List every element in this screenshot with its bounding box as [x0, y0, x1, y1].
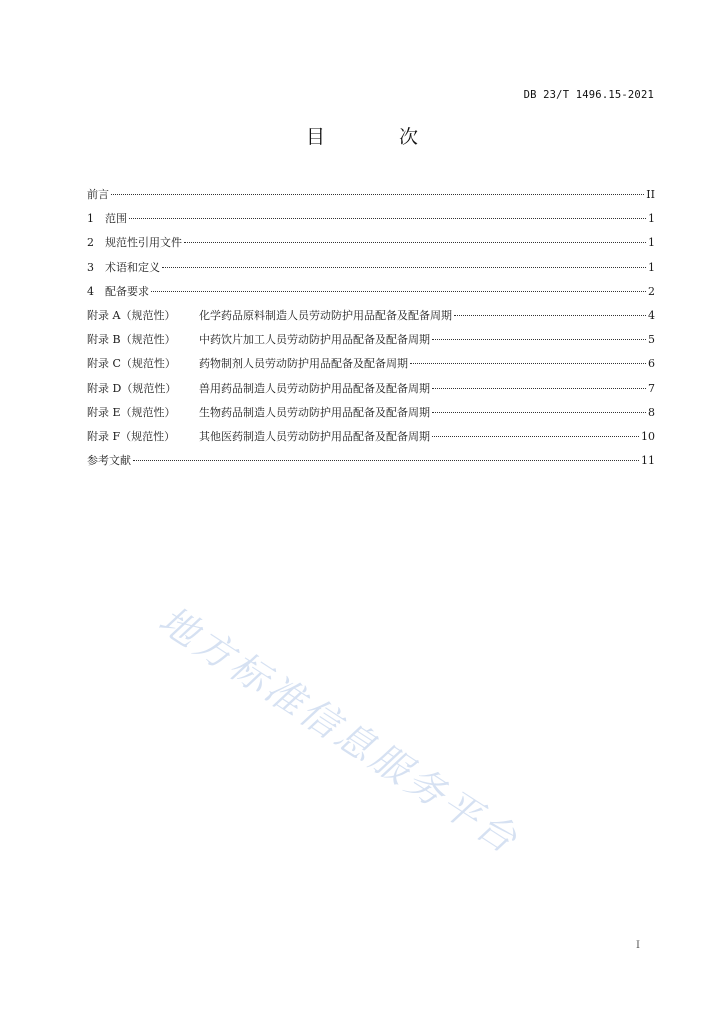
- toc-entry-text: 生物药品制造人员劳动防护用品配备及配备周期: [199, 405, 430, 419]
- dot-leader: [129, 218, 646, 219]
- toc-entry-text: 规范性引用文件: [105, 236, 182, 250]
- toc-entry-number: 2: [87, 236, 94, 250]
- toc-entry-page: 1: [648, 212, 655, 226]
- dot-leader: [162, 267, 646, 268]
- dot-leader: [151, 291, 646, 292]
- toc-entry-number: 1: [87, 212, 94, 226]
- toc-entry-page: 10: [641, 429, 655, 443]
- toc-entry[interactable]: [87, 210, 655, 234]
- dot-leader: [133, 460, 639, 461]
- toc-entry-page: 5: [648, 333, 655, 347]
- toc-entry-annex: 附录 C（规范性）: [87, 357, 176, 371]
- table-of-contents: [87, 186, 655, 476]
- dot-leader: [432, 388, 646, 389]
- page-title: 目 次: [305, 126, 453, 148]
- document-code: DB 23/T 1496.15-2021: [523, 89, 654, 101]
- toc-entry-page: II: [646, 188, 655, 201]
- toc-entry-page: 6: [648, 357, 655, 371]
- toc-entry-number: 3: [87, 260, 94, 274]
- toc-entry-text: 参考文献: [87, 454, 131, 468]
- toc-entry[interactable]: [87, 234, 655, 258]
- dot-leader: [454, 315, 646, 316]
- toc-entry-text: 兽用药品制造人员劳动防护用品配备及配备周期: [199, 381, 430, 395]
- toc-entry-text: 前言: [87, 188, 109, 201]
- toc-entry[interactable]: [87, 307, 655, 331]
- dot-leader: [410, 363, 646, 364]
- toc-entry-text: 中药饮片加工人员劳动防护用品配备及配备周期: [199, 333, 430, 347]
- toc-entry-label: [87, 210, 127, 226]
- dot-leader: [432, 412, 646, 413]
- toc-entry-label: [87, 186, 109, 202]
- toc-entry-text: 术语和定义: [105, 260, 160, 274]
- toc-entry-label: [87, 404, 430, 420]
- toc-entry[interactable]: [87, 404, 655, 428]
- page-number: I: [636, 940, 640, 951]
- toc-entry-text: 其他医药制造人员劳动防护用品配备及配备周期: [199, 429, 430, 443]
- toc-entry-page: 1: [648, 260, 655, 274]
- toc-entry-page: 1: [648, 236, 655, 250]
- toc-entry-number: 4: [87, 284, 94, 298]
- dot-leader: [184, 242, 646, 243]
- toc-entry[interactable]: [87, 186, 655, 210]
- toc-entry[interactable]: [87, 283, 655, 307]
- toc-entry-page: 11: [641, 454, 655, 468]
- toc-entry-text: 化学药品原料制造人员劳动防护用品配备及配备周期: [199, 308, 452, 322]
- toc-entry-label: [87, 380, 430, 396]
- toc-entry-annex: 附录 D（规范性）: [87, 381, 177, 395]
- toc-entry[interactable]: [87, 428, 655, 452]
- toc-entry-page: 2: [648, 284, 655, 298]
- toc-entry-annex: 附录 B（规范性）: [87, 333, 176, 347]
- toc-entry[interactable]: [87, 259, 655, 283]
- toc-entry-page: 7: [648, 381, 655, 395]
- toc-entry-annex: 附录 F（规范性）: [87, 429, 176, 443]
- toc-entry-text: 配备要求: [105, 284, 149, 298]
- toc-entry-text: 范围: [105, 212, 127, 226]
- toc-entry-label: [87, 452, 131, 468]
- toc-entry-page: 8: [648, 405, 655, 419]
- toc-entry-label: [87, 234, 182, 250]
- toc-entry[interactable]: [87, 355, 655, 379]
- dot-leader: [432, 436, 639, 437]
- dot-leader: [111, 194, 644, 195]
- toc-entry-label: [87, 307, 452, 323]
- toc-entry[interactable]: [87, 452, 655, 476]
- toc-entry-label: [87, 428, 430, 444]
- toc-entry-label: [87, 259, 160, 275]
- toc-entry-page: 4: [648, 308, 655, 322]
- toc-entry-label: [87, 331, 430, 347]
- watermark: 地方标准信息服务平台: [151, 597, 528, 864]
- toc-entry-text: 药物制剂人员劳动防护用品配备及配备周期: [199, 357, 408, 371]
- toc-entry-annex: 附录 E（规范性）: [87, 405, 176, 419]
- toc-entry-label: [87, 283, 149, 299]
- dot-leader: [432, 339, 646, 340]
- toc-entry-annex: 附录 A（规范性）: [87, 308, 176, 322]
- toc-entry[interactable]: [87, 331, 655, 355]
- toc-entry-label: [87, 355, 408, 371]
- toc-entry[interactable]: [87, 380, 655, 404]
